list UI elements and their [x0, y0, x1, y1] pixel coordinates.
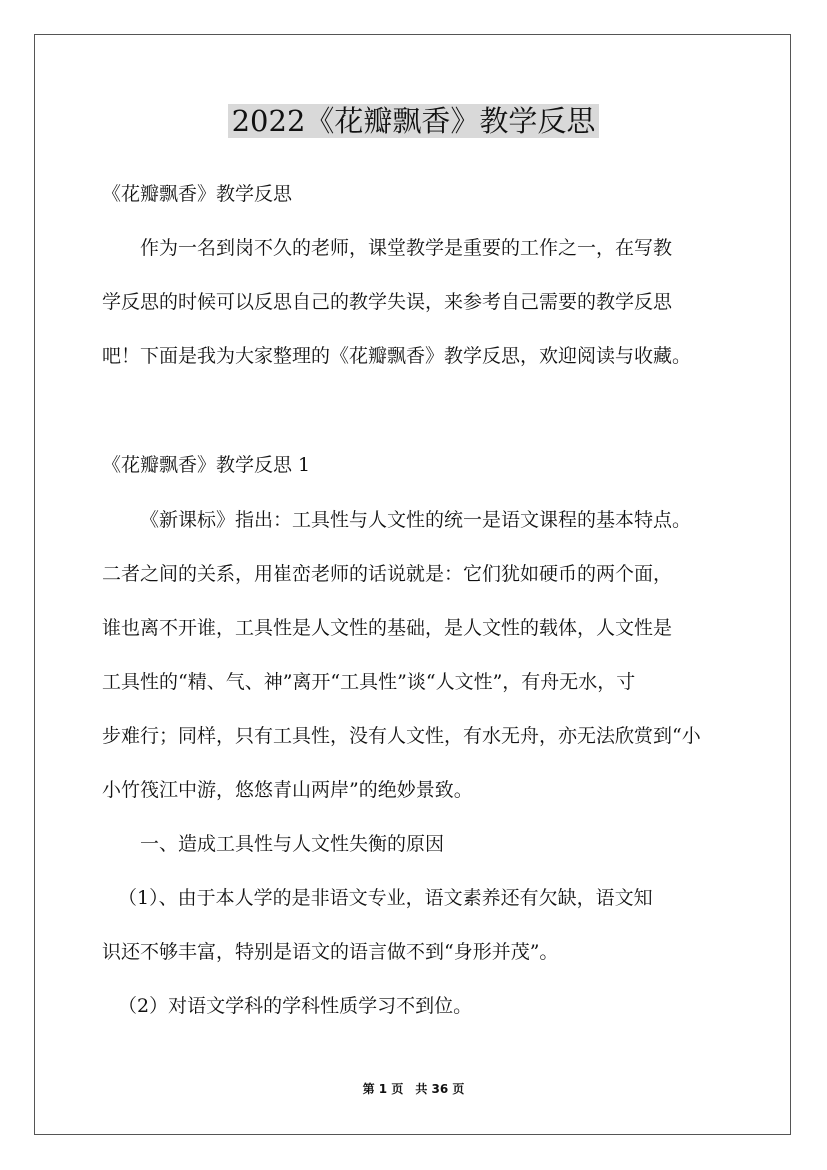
paragraph-line: 步难行；同样，只有工具性，没有人文性，有水无舟，亦无法欣赏到“小 [102, 725, 701, 747]
paragraph-line: 识还不够丰富，特别是语文的语言做不到“身形并茂”。 [102, 941, 559, 963]
paragraph-line: 吧！下面是我为大家整理的《花瓣飘香》教学反思，欢迎阅读与收藏。 [102, 345, 692, 367]
section-heading: 《花瓣飘香》教学反思 1 [102, 454, 311, 476]
paragraph-line: 作为一名到岗不久的老师，课堂教学是重要的工作之一，在写教 [140, 237, 673, 259]
paragraph-line: 学反思的时候可以反思自己的教学失误，来参考自己需要的教学反思 [102, 291, 673, 313]
paragraph-line: 二者之间的关系，用崔峦老师的话说就是：它们犹如硬币的两个面， [102, 563, 673, 585]
paragraph-line: 小竹筏江中游，悠悠青山两岸”的绝妙景致。 [102, 779, 473, 801]
section-heading: 《花瓣飘香》教学反思 [102, 183, 293, 205]
paragraph-line: （1）、由于本人学的是非语文专业，语文素养还有欠缺，语文知 [118, 887, 653, 909]
page-number: 第 1 页 共 36 页 [362, 1082, 465, 1096]
paragraph-line: （2）对语文学科的学科性质学习不到位。 [118, 995, 473, 1017]
document-title: 2022《花瓣飘香》教学反思 [0, 96, 827, 146]
paragraph-line: 工具性的“精、气、神”离开“工具性”谈“人文性”，有舟无水，寸 [102, 671, 636, 693]
subheading: 一、造成工具性与人文性失衡的原因 [140, 833, 445, 855]
paragraph-line: 《新课标》指出：工具性与人文性的统一是语文课程的基本特点。 [140, 509, 692, 531]
paragraph-line: 谁也离不开谁，工具性是人文性的基础，是人文性的载体，人文性是 [102, 617, 673, 639]
